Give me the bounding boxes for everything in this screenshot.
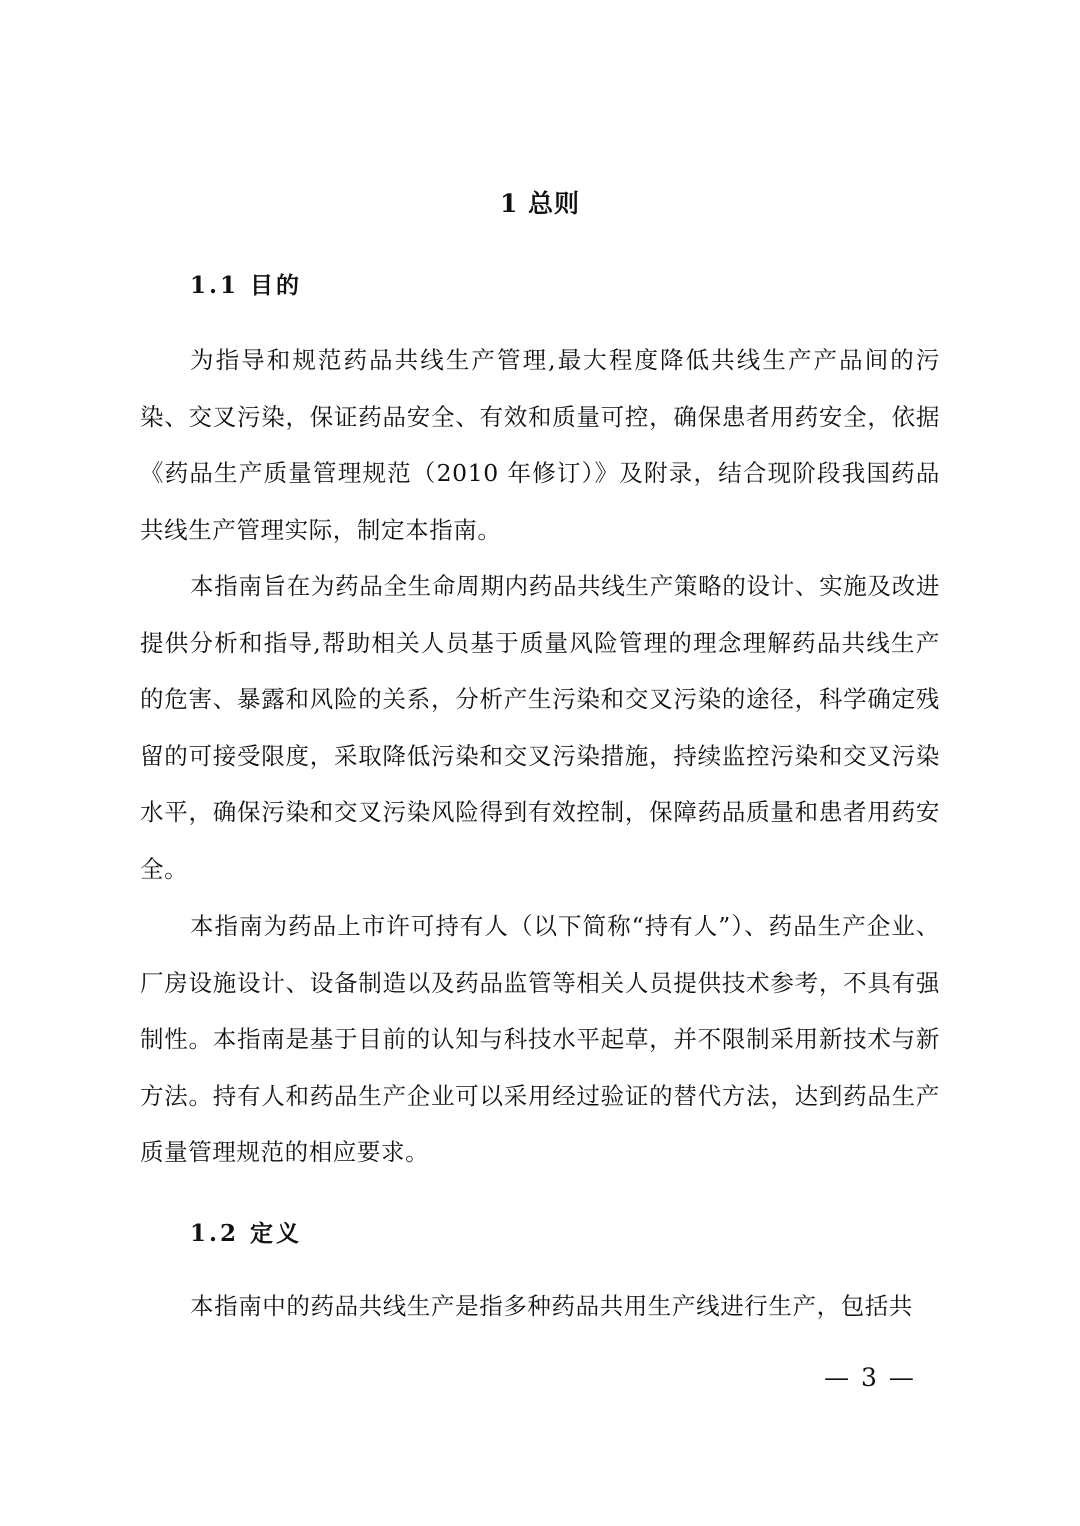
paragraph-purpose-1: 为指导和规范药品共线生产管理,最大程度降低共线生产产品间的污染、交叉污染，保证药品安全、有效和质量可控，确保患者用药安全，依据《药品生产质量管理规范（2010 年修订）》及附录，结合现阶段我国药品共线生产管理实际，制定本指南。 (140, 346, 940, 544)
page-number: — 3 — (824, 1363, 916, 1392)
chapter-title: 1 总则 (499, 189, 581, 218)
section-heading-definition: 1.2 定义 (190, 1220, 303, 1247)
section-heading-purpose: 1.1 目的 (190, 272, 303, 299)
paragraph-definition-1: 本指南中的药品共线生产是指多种药品共用生产线进行生产，包括共 (190, 1292, 913, 1320)
paragraph-purpose-3: 本指南为药品上市许可持有人（以下简称“持有人”）、药品生产企业、厂房设施设计、设备制造以及药品监管等相关人员提供技术参考，不具有强制性。本指南是基于目前的认知与科技水平起草，并不限制采用新技术与新方法。持有人和药品生产企业可以采用经过验证的替代方法，达到药品生产质量管理规范的相应要求。 (140, 912, 940, 1166)
paragraph-purpose-2: 本指南旨在为药品全生命周期内药品共线生产策略的设计、实施及改进提供分析和指导,帮助相关人员基于质量风险管理的理念理解药品共线生产的危害、暴露和风险的关系，分析产生污染和交叉污染的途径，科学确定残留的可接受限度，采取降低污染和交叉污染措施，持续监控污染和交叉污染水平，确保污染和交叉污染风险得到有效控制，保障药品质量和患者用药安全。 (140, 572, 940, 883)
